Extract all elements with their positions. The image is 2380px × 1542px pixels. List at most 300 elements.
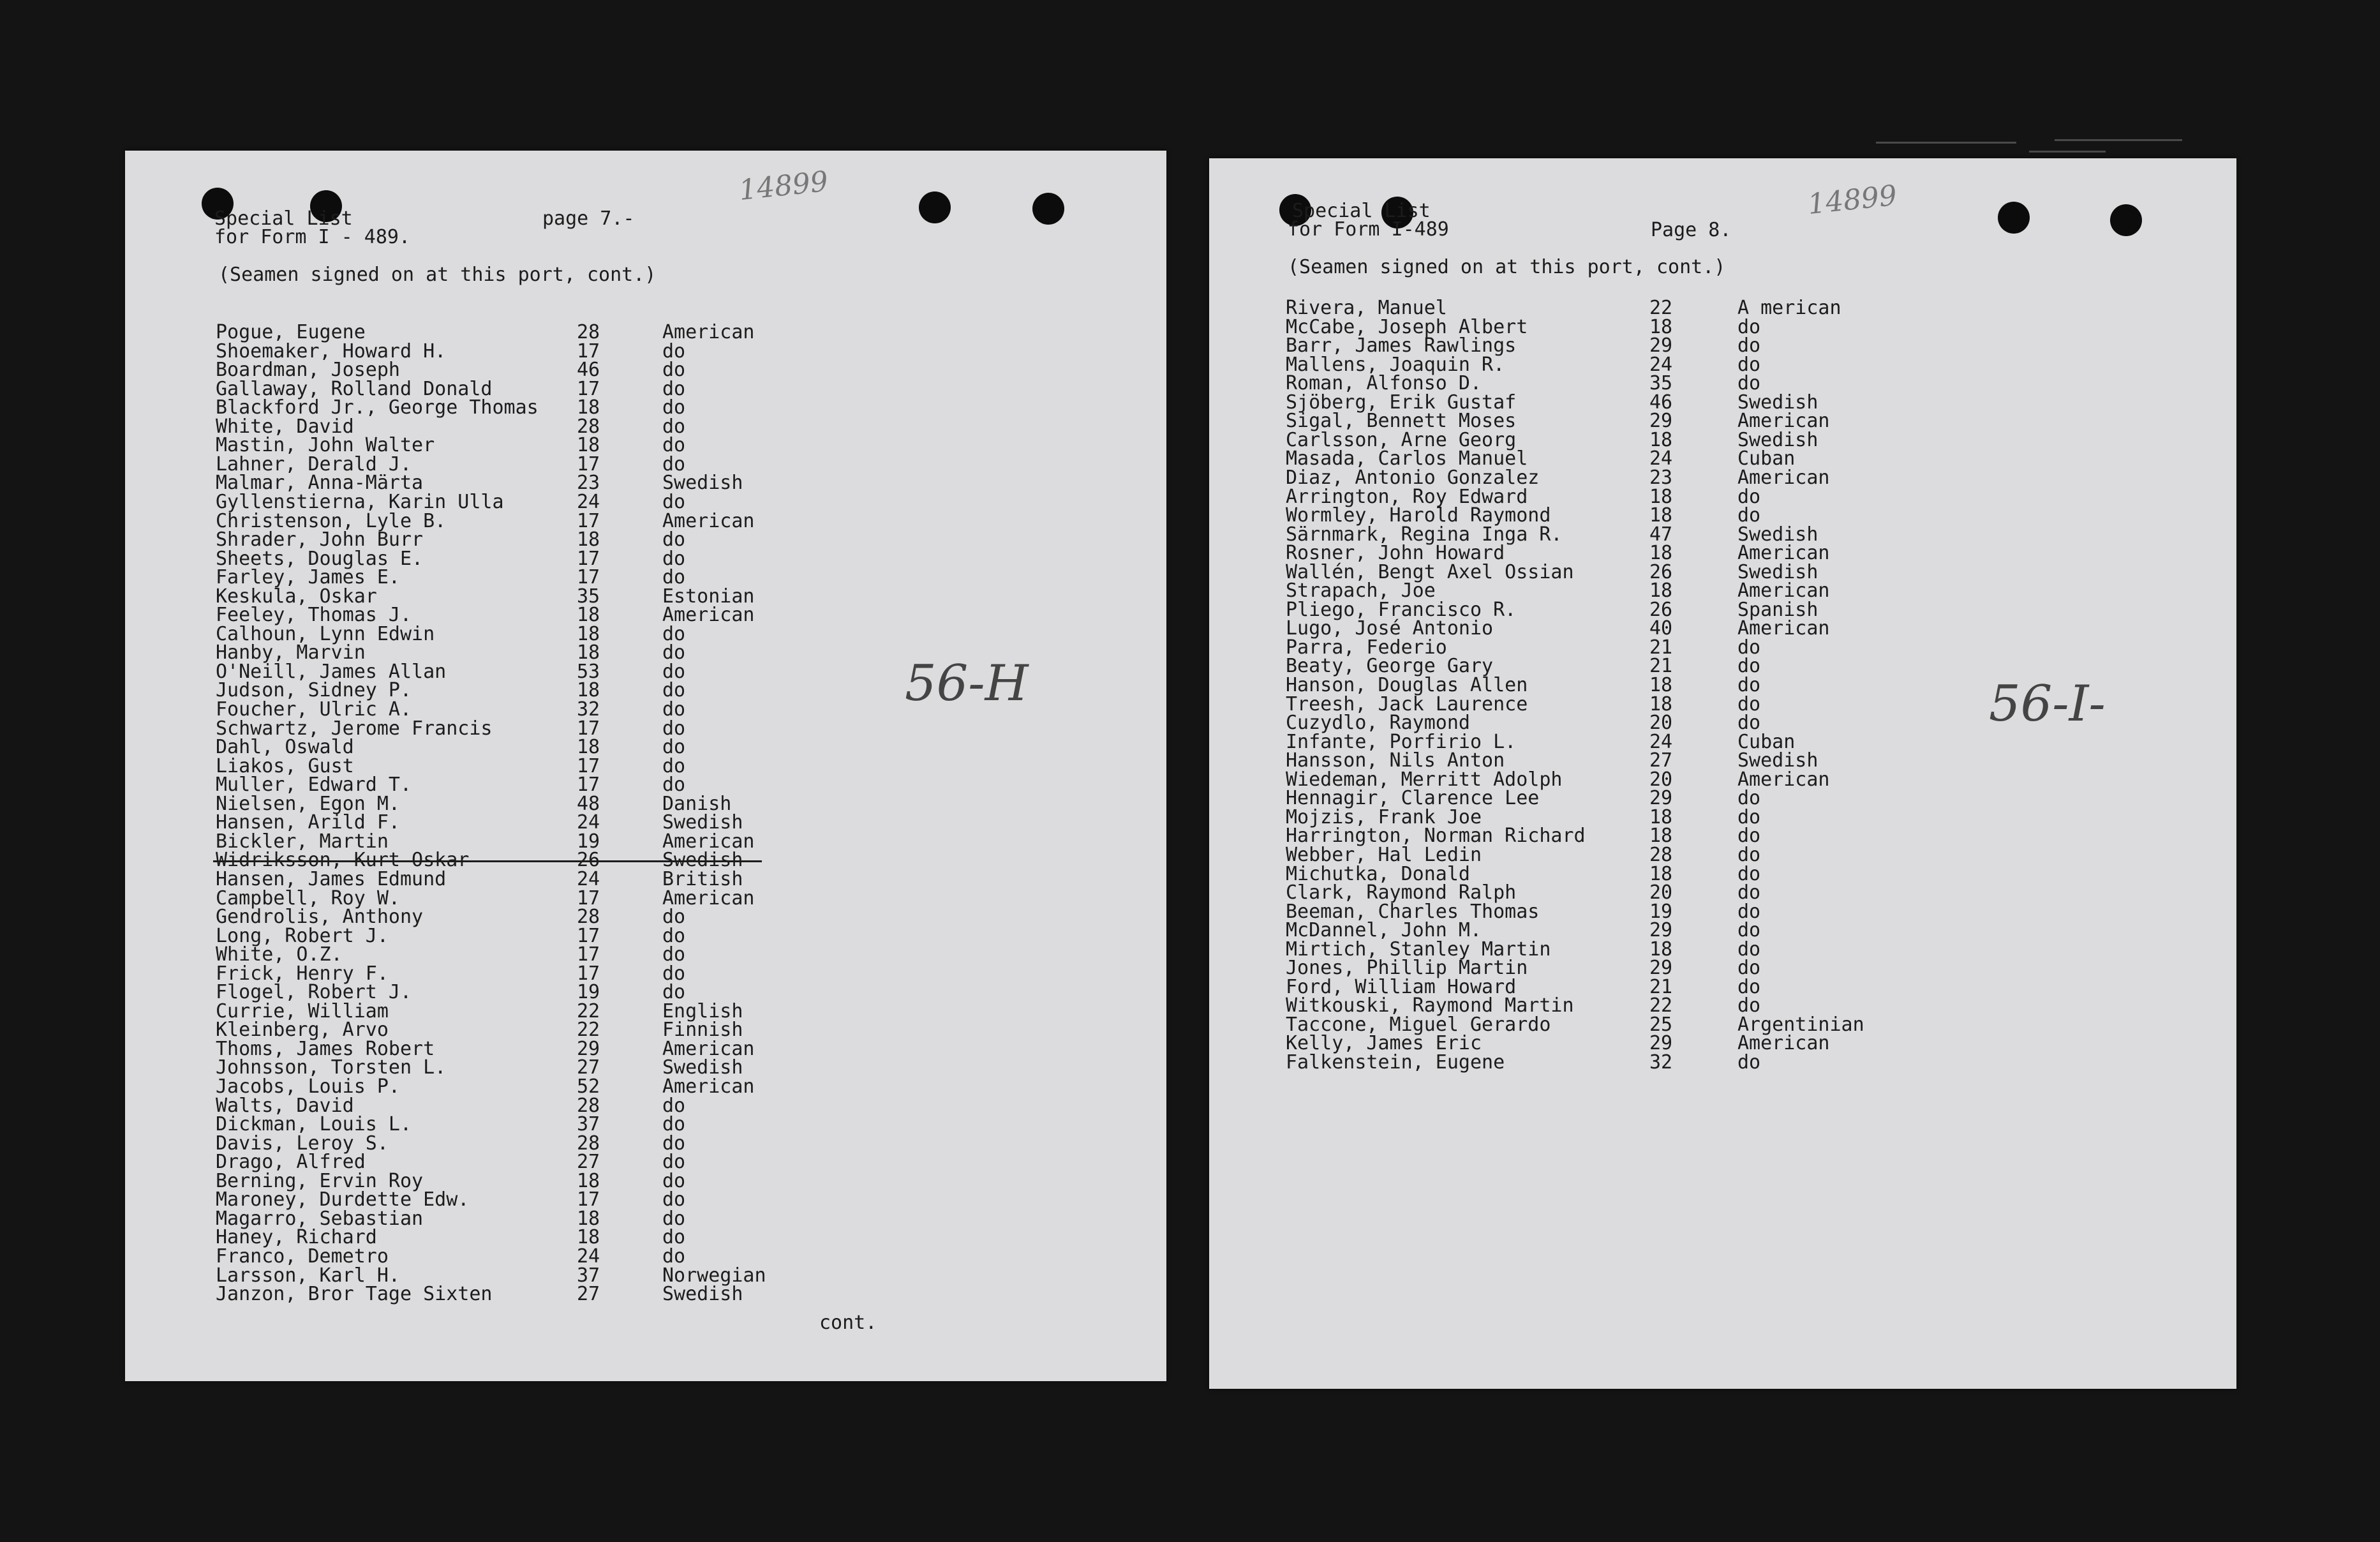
seaman-name: Berning, Ervin Roy <box>216 1169 424 1192</box>
seaman-age: 22 <box>1649 297 1673 319</box>
seaman-nationality: American <box>1737 466 1830 489</box>
seaman-name: Boardman, Joseph <box>216 359 400 382</box>
seaman-age: 18 <box>1649 862 1673 885</box>
seaman-name: Walts, David <box>216 1094 354 1117</box>
seaman-name: Drago, Alfred <box>216 1151 366 1174</box>
seaman-name: Hennagir, Clarence Lee <box>1286 787 1540 810</box>
seaman-name: Taccone, Miguel Gerardo <box>1286 1013 1551 1036</box>
seaman-age: 35 <box>1649 372 1673 395</box>
seaman-age: 40 <box>1649 617 1673 640</box>
seaman-age: 27 <box>577 1283 600 1306</box>
seaman-age: 17 <box>577 774 600 797</box>
seaman-age: 24 <box>577 490 600 513</box>
seaman-nationality: do <box>1737 881 1761 904</box>
seaman-age: 26 <box>1649 598 1673 621</box>
seaman-age: 19 <box>577 981 600 1004</box>
seaman-age: 29 <box>1649 957 1673 980</box>
seaman-age: 22 <box>577 1019 600 1042</box>
seaman-age: 23 <box>1649 466 1673 489</box>
seaman-nationality: do <box>1737 994 1761 1017</box>
film-scuff <box>2029 151 2106 153</box>
seaman-age: 28 <box>577 321 600 343</box>
seaman-age: 24 <box>577 867 600 890</box>
seaman-name: Sigal, Bennett Moses <box>1286 410 1517 433</box>
seaman-nationality: do <box>1737 787 1761 810</box>
seaman-age: 29 <box>577 1037 600 1060</box>
header-title: Special List <box>214 207 353 230</box>
seaman-name: Carlsson, Arne Georg <box>1286 428 1517 451</box>
seaman-age: 28 <box>577 415 600 438</box>
seaman-nationality: Swedish <box>662 811 743 834</box>
seaman-nationality: do <box>662 396 686 419</box>
seaman-age: 21 <box>1649 636 1673 659</box>
seaman-name: Nielsen, Egon M. <box>216 792 400 815</box>
seaman-nationality: do <box>1737 843 1761 866</box>
seaman-nationality: do <box>662 641 686 664</box>
seaman-nationality: do <box>1737 636 1761 659</box>
seaman-name: Bickler, Martin <box>216 830 389 853</box>
seaman-name: Currie, William <box>216 999 389 1022</box>
seaman-name: Falkenstein, Eugene <box>1286 1051 1505 1074</box>
seaman-nationality: Swedish <box>662 849 743 872</box>
seaman-nationality: do <box>1737 372 1761 395</box>
seaman-name: Muller, Edward T. <box>216 774 412 797</box>
seaman-name: Masada, Carlos Manuel <box>1286 447 1528 470</box>
seaman-age: 20 <box>1649 712 1673 735</box>
seaman-age: 37 <box>577 1264 600 1287</box>
seaman-name: Christenson, Lyle B. <box>216 509 447 532</box>
seaman-name: Mastin, John Walter <box>216 434 435 457</box>
seaman-nationality: A merican <box>1737 297 1841 319</box>
seaman-nationality: do <box>662 736 686 759</box>
seaman-age: 17 <box>577 377 600 400</box>
seaman-age: 47 <box>1649 523 1673 546</box>
seaman-age: 18 <box>577 1207 600 1230</box>
seaman-nationality: American <box>662 1037 755 1060</box>
seaman-nationality: do <box>1737 975 1761 998</box>
seaman-age: 18 <box>1649 315 1673 338</box>
seaman-name: Mojzis, Frank Joe <box>1286 805 1482 828</box>
seaman-name: Franco, Demetro <box>216 1245 389 1268</box>
seaman-age: 17 <box>577 754 600 777</box>
seaman-nationality: do <box>1737 900 1761 923</box>
seaman-nationality: do <box>662 1226 686 1249</box>
seaman-age: 18 <box>1649 805 1673 828</box>
seaman-nationality: English <box>662 999 743 1022</box>
seaman-age: 46 <box>577 359 600 382</box>
seaman-nationality: Cuban <box>1737 730 1796 753</box>
seaman-age: 18 <box>1649 504 1673 527</box>
seaman-age: 35 <box>577 585 600 608</box>
seaman-age: 24 <box>1649 353 1673 376</box>
seaman-age: 20 <box>1649 768 1673 791</box>
seaman-nationality: Finnish <box>662 1019 743 1042</box>
seaman-nationality: Swedish <box>1737 391 1818 414</box>
handwritten-stamp: 56-I- <box>1989 675 2106 733</box>
seaman-nationality: American <box>1737 768 1830 791</box>
seaman-name: Harrington, Norman Richard <box>1286 825 1586 848</box>
seaman-nationality: do <box>662 981 686 1004</box>
seaman-name: Liakos, Gust <box>216 754 354 777</box>
header-form: for Form I - 489. <box>214 226 411 248</box>
seaman-nationality: do <box>1737 655 1761 678</box>
seaman-name: Pliego, Francisco R. <box>1286 598 1517 621</box>
seaman-age: 29 <box>1649 787 1673 810</box>
seaman-age: 53 <box>577 660 600 683</box>
seaman-nationality: do <box>662 528 686 551</box>
seaman-name: Johnsson, Torsten L. <box>216 1056 447 1079</box>
seaman-nationality: do <box>662 906 686 929</box>
seaman-nationality: Spanish <box>1737 598 1818 621</box>
seaman-name: Ford, William Howard <box>1286 975 1517 998</box>
seaman-name: McDannel, John M. <box>1286 919 1482 942</box>
seaman-age: 28 <box>1649 843 1673 866</box>
seaman-age: 24 <box>1649 730 1673 753</box>
seaman-name: Maroney, Durdette Edw. <box>216 1188 470 1211</box>
seaman-age: 17 <box>577 943 600 966</box>
seaman-name: Hansen, James Edmund <box>216 867 447 890</box>
seaman-age: 27 <box>577 1151 600 1174</box>
seaman-nationality: Swedish <box>1737 428 1818 451</box>
seaman-name: Dickman, Louis L. <box>216 1113 412 1136</box>
seaman-nationality: Swedish <box>1737 749 1818 772</box>
seaman-nationality: do <box>662 1151 686 1174</box>
seaman-age: 18 <box>577 736 600 759</box>
seaman-name: Davis, Leroy S. <box>216 1132 389 1155</box>
seaman-name: McCabe, Joseph Albert <box>1286 315 1528 338</box>
seaman-name: Gyllenstierna, Karin Ulla <box>216 490 504 513</box>
punch-hole <box>919 191 951 223</box>
seaman-nationality: American <box>1737 617 1830 640</box>
seaman-age: 29 <box>1649 1032 1673 1055</box>
seaman-nationality: do <box>662 679 686 702</box>
seaman-age: 25 <box>1649 1013 1673 1036</box>
seaman-name: Frick, Henry F. <box>216 962 389 985</box>
seaman-nationality: do <box>662 1132 686 1155</box>
seaman-nationality: do <box>662 754 686 777</box>
seaman-nationality: do <box>1737 805 1761 828</box>
seaman-name: White, David <box>216 415 354 438</box>
seaman-name: Janzon, Bror Tage Sixten <box>216 1283 493 1306</box>
seaman-name: Wormley, Harold Raymond <box>1286 504 1551 527</box>
seaman-age: 17 <box>577 509 600 532</box>
seaman-name: Widriksson, Kurt Oskar <box>216 849 470 872</box>
seaman-name: Foucher, Ulric A. <box>216 698 412 721</box>
seaman-nationality: do <box>662 434 686 457</box>
seaman-age: 18 <box>1649 938 1673 961</box>
seaman-name: Kleinberg, Arvo <box>216 1019 389 1042</box>
seaman-name: Thoms, James Robert <box>216 1037 435 1060</box>
seaman-name: Rivera, Manuel <box>1286 297 1447 319</box>
seaman-age: 22 <box>577 999 600 1022</box>
seaman-nationality: do <box>1737 692 1761 715</box>
seaman-name: Keskula, Oskar <box>216 585 377 608</box>
seaman-nationality: British <box>662 867 743 890</box>
seaman-age: 28 <box>577 906 600 929</box>
header-form: for Form I-489 <box>1288 218 1449 241</box>
seaman-nationality: Danish <box>662 792 732 815</box>
seaman-name: Blackford Jr., George Thomas <box>216 396 539 419</box>
seaman-name: Rosner, John Howard <box>1286 542 1505 565</box>
seaman-nationality: do <box>662 962 686 985</box>
seaman-name: Lugo, José Antonio <box>1286 617 1494 640</box>
seaman-name: Wiedeman, Merritt Adolph <box>1286 768 1563 791</box>
seaman-nationality: Estonian <box>662 585 755 608</box>
seaman-age: 18 <box>1649 825 1673 848</box>
seaman-nationality: Norwegian <box>662 1264 766 1287</box>
punch-hole <box>1998 202 2030 234</box>
seaman-name: Cuzydlo, Raymond <box>1286 712 1470 735</box>
seaman-nationality: American <box>662 321 755 343</box>
seaman-age: 18 <box>577 1226 600 1249</box>
seaman-nationality: American <box>662 887 755 909</box>
seaman-age: 18 <box>577 1169 600 1192</box>
seaman-age: 18 <box>577 528 600 551</box>
seaman-age: 28 <box>577 1132 600 1155</box>
seaman-name: Dahl, Oswald <box>216 736 354 759</box>
seaman-age: 18 <box>577 622 600 645</box>
seaman-nationality: American <box>1737 542 1830 565</box>
seaman-name: Barr, James Rawlings <box>1286 334 1517 357</box>
seaman-name: Sjöberg, Erik Gustaf <box>1286 391 1517 414</box>
seaman-age: 18 <box>577 604 600 627</box>
seaman-name: Jacobs, Louis P. <box>216 1075 400 1098</box>
film-scuff <box>2055 139 2182 141</box>
seaman-name: Magarro, Sebastian <box>216 1207 424 1230</box>
seaman-age: 21 <box>1649 655 1673 678</box>
seaman-nationality: American <box>662 830 755 853</box>
handwritten-stamp: 56-H <box>905 655 1029 712</box>
seaman-nationality: Swedish <box>662 1283 743 1306</box>
seaman-nationality: American <box>1737 1032 1830 1055</box>
seaman-nationality: do <box>662 717 686 740</box>
seaman-age: 17 <box>577 340 600 363</box>
seaman-age: 46 <box>1649 391 1673 414</box>
seaman-name: Beeman, Charles Thomas <box>1286 900 1540 923</box>
seaman-name: Schwartz, Jerome Francis <box>216 717 493 740</box>
document-page-7 <box>125 151 1166 1381</box>
seaman-age: 17 <box>577 924 600 947</box>
seaman-nationality: do <box>662 377 686 400</box>
seaman-age: 18 <box>577 396 600 419</box>
seaman-age: 23 <box>577 472 600 495</box>
seaman-nationality: American <box>1737 410 1830 433</box>
handwritten-serial: 14899 <box>1806 179 1899 221</box>
footer-cont: cont. <box>819 1312 877 1334</box>
seaman-name: Infante, Porfirio L. <box>1286 730 1517 753</box>
seaman-age: 28 <box>577 1094 600 1117</box>
seaman-name: Hansen, Arild F. <box>216 811 400 834</box>
seaman-nationality: do <box>1737 504 1761 527</box>
seaman-age: 19 <box>1649 900 1673 923</box>
seaman-name: Feeley, Thomas J. <box>216 604 412 627</box>
seaman-nationality: do <box>662 547 686 570</box>
seaman-name: Calhoun, Lynn Edwin <box>216 622 435 645</box>
seaman-nationality: American <box>662 1075 755 1098</box>
seaman-nationality: do <box>1737 919 1761 942</box>
seaman-age: 29 <box>1649 919 1673 942</box>
seaman-nationality: do <box>1737 674 1761 696</box>
seaman-name: White, O.Z. <box>216 943 343 966</box>
seaman-age: 17 <box>577 717 600 740</box>
seaman-age: 18 <box>577 641 600 664</box>
seaman-name: Long, Robert J. <box>216 924 389 947</box>
seaman-nationality: do <box>1737 957 1761 980</box>
page-number: page 7.- <box>542 207 635 230</box>
seaman-name: Judson, Sidney P. <box>216 679 412 702</box>
seaman-age: 26 <box>1649 560 1673 583</box>
seaman-nationality: do <box>662 1113 686 1136</box>
seaman-nationality: American <box>662 509 755 532</box>
seaman-age: 18 <box>1649 580 1673 603</box>
seaman-nationality: Cuban <box>1737 447 1796 470</box>
seaman-name: Kelly, James Eric <box>1286 1032 1482 1055</box>
seaman-age: 17 <box>577 962 600 985</box>
film-scuff <box>1876 142 2016 144</box>
handwritten-serial: 14899 <box>737 165 830 207</box>
seaman-age: 17 <box>577 453 600 475</box>
seaman-age: 18 <box>1649 692 1673 715</box>
seaman-nationality: do <box>662 340 686 363</box>
seaman-name: Hansson, Nils Anton <box>1286 749 1505 772</box>
seaman-age: 27 <box>577 1056 600 1079</box>
seaman-name: Webber, Hal Ledin <box>1286 843 1482 866</box>
seaman-age: 18 <box>1649 485 1673 508</box>
seaman-name: Shrader, John Burr <box>216 528 424 551</box>
seaman-name: O'Neill, James Allan <box>216 660 447 683</box>
seaman-name: Pogue, Eugene <box>216 321 366 343</box>
seaman-name: Witkouski, Raymond Martin <box>1286 994 1574 1017</box>
seaman-name: Lahner, Derald J. <box>216 453 412 475</box>
seaman-age: 37 <box>577 1113 600 1136</box>
seaman-nationality: do <box>1737 862 1761 885</box>
seaman-name: Malmar, Anna-Märta <box>216 472 424 495</box>
seaman-age: 20 <box>1649 881 1673 904</box>
seaman-nationality: do <box>662 660 686 683</box>
seaman-nationality: do <box>662 415 686 438</box>
seaman-name: Roman, Alfonso D. <box>1286 372 1482 395</box>
page-number: Page 8. <box>1651 219 1732 241</box>
seaman-name: Wallén, Bengt Axel Ossian <box>1286 560 1574 583</box>
seaman-nationality: do <box>662 1207 686 1230</box>
seaman-age: 24 <box>577 811 600 834</box>
seaman-age: 17 <box>577 887 600 909</box>
seaman-nationality: do <box>1737 938 1761 961</box>
seaman-age: 48 <box>577 792 600 815</box>
seaman-nationality: do <box>1737 825 1761 848</box>
seaman-age: 18 <box>1649 542 1673 565</box>
seaman-nationality: do <box>662 943 686 966</box>
seaman-name: Gendrolis, Anthony <box>216 906 424 929</box>
seaman-nationality: do <box>1737 353 1761 376</box>
seaman-age: 18 <box>1649 428 1673 451</box>
document-page-8 <box>1209 158 2236 1389</box>
seaman-name: Campbell, Roy W. <box>216 887 400 909</box>
seaman-name: Arrington, Roy Edward <box>1286 485 1528 508</box>
seaman-name: Strapach, Joe <box>1286 580 1436 603</box>
seaman-age: 32 <box>1649 1051 1673 1074</box>
seaman-age: 18 <box>577 679 600 702</box>
seaman-age: 18 <box>1649 674 1673 696</box>
seaman-age: 21 <box>1649 975 1673 998</box>
seaman-age: 29 <box>1649 334 1673 357</box>
seaman-name: Shoemaker, Howard H. <box>216 340 447 363</box>
seaman-name: Flogel, Robert J. <box>216 981 412 1004</box>
seaman-nationality: American <box>1737 580 1830 603</box>
seaman-name: Särnmark, Regina Inga R. <box>1286 523 1563 546</box>
seaman-name: Treesh, Jack Laurence <box>1286 692 1528 715</box>
seaman-age: 24 <box>577 1245 600 1268</box>
seaman-nationality: Swedish <box>662 1056 743 1079</box>
seaman-name: Haney, Richard <box>216 1226 377 1249</box>
seaman-nationality: do <box>1737 315 1761 338</box>
seaman-name: Parra, Federio <box>1286 636 1447 659</box>
seaman-nationality: do <box>662 453 686 475</box>
seaman-name: Mallens, Joaquin R. <box>1286 353 1505 376</box>
seaman-name: Farley, James E. <box>216 566 400 589</box>
list-subheader: (Seamen signed on at this port, cont.) <box>218 264 657 286</box>
seaman-name: Michutka, Donald <box>1286 862 1470 885</box>
seaman-age: 27 <box>1649 749 1673 772</box>
seaman-name: Beaty, George Gary <box>1286 655 1494 678</box>
punch-hole <box>1032 193 1064 225</box>
seaman-age: 18 <box>577 434 600 457</box>
seaman-age: 32 <box>577 698 600 721</box>
seaman-age: 17 <box>577 566 600 589</box>
seaman-nationality: American <box>662 604 755 627</box>
seaman-nationality: do <box>662 1245 686 1268</box>
list-subheader: (Seamen signed on at this port, cont.) <box>1288 256 1726 278</box>
header-title: Special List <box>1292 200 1431 222</box>
seaman-nationality: do <box>662 1094 686 1117</box>
seaman-nationality: do <box>662 622 686 645</box>
seaman-name: Diaz, Antonio Gonzalez <box>1286 466 1540 489</box>
seaman-nationality: do <box>662 698 686 721</box>
seaman-name: Sheets, Douglas E. <box>216 547 424 570</box>
seaman-nationality: Swedish <box>1737 560 1818 583</box>
seaman-age: 17 <box>577 547 600 570</box>
seaman-age: 29 <box>1649 410 1673 433</box>
seaman-name: Jones, Phillip Martin <box>1286 957 1528 980</box>
seaman-nationality: do <box>1737 712 1761 735</box>
seaman-age: 22 <box>1649 994 1673 1017</box>
seaman-name: Gallaway, Rolland Donald <box>216 377 493 400</box>
seaman-age: 19 <box>577 830 600 853</box>
seaman-name: Hanson, Douglas Allen <box>1286 674 1528 696</box>
seaman-nationality: do <box>662 924 686 947</box>
seaman-age: 24 <box>1649 447 1673 470</box>
seaman-nationality: Swedish <box>1737 523 1818 546</box>
seaman-nationality: do <box>662 359 686 382</box>
seaman-age: 52 <box>577 1075 600 1098</box>
seaman-nationality: do <box>1737 334 1761 357</box>
punch-hole <box>2110 204 2142 236</box>
seaman-nationality: do <box>662 566 686 589</box>
seaman-name: Mirtich, Stanley Martin <box>1286 938 1551 961</box>
seaman-nationality: Swedish <box>662 472 743 495</box>
seaman-age: 26 <box>577 849 600 872</box>
seaman-nationality: Argentinian <box>1737 1013 1864 1036</box>
seaman-name: Larsson, Karl H. <box>216 1264 400 1287</box>
seaman-nationality: do <box>1737 485 1761 508</box>
seaman-nationality: do <box>662 1188 686 1211</box>
seaman-age: 17 <box>577 1188 600 1211</box>
seaman-nationality: do <box>662 490 686 513</box>
seaman-nationality: do <box>1737 1051 1761 1074</box>
seaman-nationality: do <box>662 774 686 797</box>
seaman-name: Clark, Raymond Ralph <box>1286 881 1517 904</box>
seaman-name: Hanby, Marvin <box>216 641 366 664</box>
